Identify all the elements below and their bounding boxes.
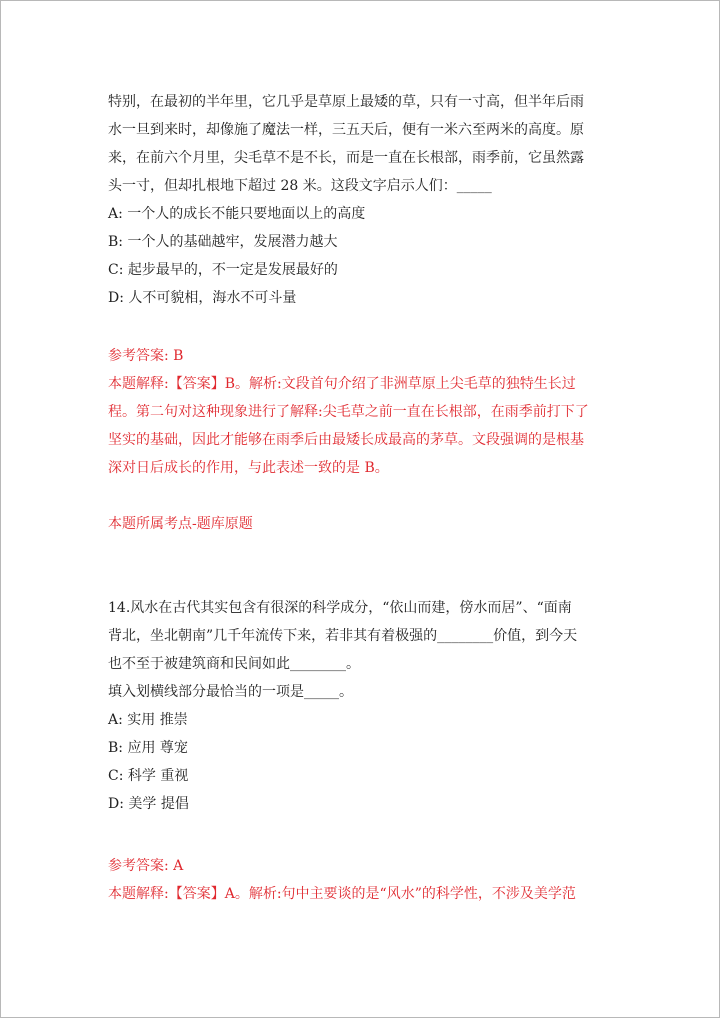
option-d: D: 人不可貌相，海水不可斗量 xyxy=(108,290,297,306)
question-13-options xyxy=(108,200,614,312)
question-14-answer xyxy=(108,852,614,880)
question-13-topic xyxy=(108,510,614,538)
question-13-explanation xyxy=(108,370,614,482)
explanation-line: 坚实的基础，因此才能够在雨季后由最矮长成最高的茅草。文段强调的是根基 xyxy=(108,432,584,448)
question-13-stem xyxy=(108,88,614,200)
stem-line: 来，在前六个月里，尖毛草不是不长，而是一直在长根部，雨季前，它虽然露 xyxy=(108,150,584,166)
option-d: D: 美学 提倡 xyxy=(108,796,189,812)
explanation-line: 本题解释:【答案】B。解析:文段首句介绍了非洲草原上尖毛草的独特生长过 xyxy=(108,376,576,392)
reference-answer: 参考答案: B xyxy=(108,348,184,364)
option-c: C: 起步最早的，不一定是发展最好的 xyxy=(108,262,338,278)
stem-line: 特别，在最初的半年里，它几乎是草原上最矮的草，只有一寸高，但半年后雨 xyxy=(108,94,584,110)
question-14-options xyxy=(108,706,614,818)
option-a: A: 实用 推崇 xyxy=(108,712,188,728)
question-14-prompt xyxy=(108,678,614,706)
fill-in-prompt: 填入划横线部分最恰当的一项是_____。 xyxy=(108,684,353,700)
explanation-line: 深对日后成长的作用，与此表述一致的是 B。 xyxy=(108,460,389,476)
question-14-explanation xyxy=(108,880,614,908)
option-c: C: 科学 重视 xyxy=(108,768,189,784)
question-14-stem xyxy=(108,594,614,678)
option-b: B: 一个人的基础越牢，发展潜力越大 xyxy=(108,234,338,250)
stem-line: 头一寸，但却扎根地下超过 28 米。这段文字启示人们：_____ xyxy=(108,178,492,194)
stem-line: 14.风水在古代其实包含有很深的科学成分，“依山而建，傍水而居”、“面南 xyxy=(108,600,572,616)
stem-line: 背北，坐北朝南”几千年流传下来，若非其有着极强的________价值，到今天 xyxy=(108,628,578,644)
topic-label: 本题所属考点-题库原题 xyxy=(108,516,253,532)
stem-line: 水一旦到来时，却像施了魔法一样，三五天后，便有一米六至两米的高度。原 xyxy=(108,122,584,138)
question-13-answer xyxy=(108,342,614,370)
explanation-line: 程。第二句对这种现象进行了解释:尖毛草之前一直在长根部，在雨季前打下了 xyxy=(108,404,589,420)
option-a: A: 一个人的成长不能只要地面以上的高度 xyxy=(108,206,366,222)
stem-line: 也不至于被建筑商和民间如此________。 xyxy=(108,656,360,672)
reference-answer: 参考答案: A xyxy=(108,858,184,874)
explanation-line: 本题解释:【答案】A。解析:句中主要谈的是“风水”的科学性，不涉及美学范 xyxy=(108,886,576,902)
option-b: B: 应用 尊宠 xyxy=(108,740,188,756)
